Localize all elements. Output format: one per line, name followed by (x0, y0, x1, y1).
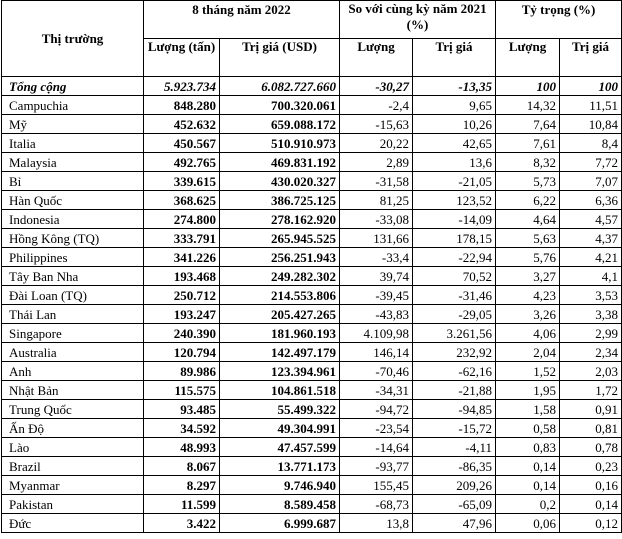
value-change-cell: -21,88 (413, 381, 496, 400)
market-name: Singapore (2, 324, 144, 343)
total-volume-share: 100 (496, 77, 560, 96)
value-share-cell: 4,1 (560, 267, 622, 286)
value-share-cell: 0,91 (560, 400, 622, 419)
value-cell: 13.771.173 (220, 457, 340, 476)
volume-cell: 240.390 (144, 324, 220, 343)
volume-share-cell: 1,52 (496, 362, 560, 381)
value-cell: 249.282.302 (220, 267, 340, 286)
header-market: Thị trường (2, 1, 144, 77)
volume-change-cell: -15,63 (340, 115, 413, 134)
value-share-cell: 8,4 (560, 134, 622, 153)
volume-share-cell: 3,26 (496, 305, 560, 324)
value-change-cell: 9,65 (413, 96, 496, 115)
volume-cell: 34.592 (144, 419, 220, 438)
market-name: Nhật Bản (2, 381, 144, 400)
value-change-cell: -62,16 (413, 362, 496, 381)
value-cell: 55.499.322 (220, 400, 340, 419)
volume-change-cell: 81,25 (340, 191, 413, 210)
table-row (2, 191, 622, 210)
volume-change-cell: -43,83 (340, 305, 413, 324)
volume-share-cell: 0,14 (496, 476, 560, 495)
volume-share-cell: 0,14 (496, 457, 560, 476)
value-share-cell: 11,51 (560, 96, 622, 115)
volume-cell: 450.567 (144, 134, 220, 153)
value-change-cell: -94,85 (413, 400, 496, 419)
volume-change-cell: -31,58 (340, 172, 413, 191)
market-name: Tây Ban Nha (2, 267, 144, 286)
market-name: Campuchia (2, 96, 144, 115)
value-change-cell: 232,92 (413, 343, 496, 362)
value-share-cell: 2,03 (560, 362, 622, 381)
table-row (2, 381, 622, 400)
value-change-cell: -22,94 (413, 248, 496, 267)
value-change-cell: 10,26 (413, 115, 496, 134)
market-name: Đài Loan (TQ) (2, 286, 144, 305)
value-change-cell: -29,05 (413, 305, 496, 324)
value-cell: 265.945.525 (220, 229, 340, 248)
table-row (2, 229, 622, 248)
value-change-cell: 13,6 (413, 153, 496, 172)
volume-cell: 89.986 (144, 362, 220, 381)
value-cell: 205.427.265 (220, 305, 340, 324)
value-cell: 510.910.973 (220, 134, 340, 153)
value-cell: 181.960.193 (220, 324, 340, 343)
value-cell: 214.553.806 (220, 286, 340, 305)
total-volume: 5.923.734 (144, 77, 220, 96)
volume-change-cell: -94,72 (340, 400, 413, 419)
header-period: 8 tháng năm 2022 (144, 1, 340, 39)
value-share-cell: 0,81 (560, 419, 622, 438)
market-name: Pakistan (2, 495, 144, 514)
volume-cell: 274.800 (144, 210, 220, 229)
volume-change-cell: -33,4 (340, 248, 413, 267)
header-value-share: Trị giá (560, 39, 622, 77)
value-cell: 469.831.192 (220, 153, 340, 172)
volume-change-cell: 4.109,98 (340, 324, 413, 343)
volume-cell: 193.468 (144, 267, 220, 286)
volume-change-cell: 146,14 (340, 343, 413, 362)
table-row (2, 210, 622, 229)
table-row (2, 172, 622, 191)
header-compare: So với cùng kỳ năm 2021 (%) (340, 1, 496, 39)
volume-cell: 120.794 (144, 343, 220, 362)
market-name: Trung Quốc (2, 400, 144, 419)
table-row (2, 248, 622, 267)
market-name: Australia (2, 343, 144, 362)
value-share-cell: 10,84 (560, 115, 622, 134)
header-value-usd: Trị giá (USD) (220, 39, 340, 77)
volume-change-cell: 2,89 (340, 153, 413, 172)
volume-cell: 250.712 (144, 286, 220, 305)
table-body (2, 77, 622, 533)
table-row (2, 419, 622, 438)
volume-share-cell: 4,06 (496, 324, 560, 343)
volume-cell: 341.226 (144, 248, 220, 267)
total-row (2, 77, 622, 96)
market-name: Indonesia (2, 210, 144, 229)
volume-share-cell: 7,64 (496, 115, 560, 134)
volume-share-cell: 0,83 (496, 438, 560, 457)
value-cell: 49.304.991 (220, 419, 340, 438)
volume-share-cell: 2,04 (496, 343, 560, 362)
volume-cell: 8.067 (144, 457, 220, 476)
value-change-cell: 42,65 (413, 134, 496, 153)
table-row (2, 476, 622, 495)
market-name: Anh (2, 362, 144, 381)
value-cell: 659.088.172 (220, 115, 340, 134)
value-cell: 47.457.599 (220, 438, 340, 457)
total-volume-change: -30,27 (340, 77, 413, 96)
volume-change-cell: -34,31 (340, 381, 413, 400)
volume-change-cell: 155,45 (340, 476, 413, 495)
market-name: Italia (2, 134, 144, 153)
volume-change-cell: -68,73 (340, 495, 413, 514)
value-share-cell: 2,34 (560, 343, 622, 362)
volume-cell: 333.791 (144, 229, 220, 248)
value-cell: 123.394.961 (220, 362, 340, 381)
market-name: Myanmar (2, 476, 144, 495)
value-change-cell: 47,96 (413, 514, 496, 533)
market-name: Bỉ (2, 172, 144, 191)
value-cell: 256.251.943 (220, 248, 340, 267)
volume-change-cell: -93,77 (340, 457, 413, 476)
value-change-cell: -86,35 (413, 457, 496, 476)
market-name: Ấn Độ (2, 419, 144, 438)
table-row (2, 362, 622, 381)
market-name: Hàn Quốc (2, 191, 144, 210)
market-name: Thái Lan (2, 305, 144, 324)
volume-share-cell: 4,23 (496, 286, 560, 305)
total-value-change: -13,35 (413, 77, 496, 96)
value-change-cell: -15,72 (413, 419, 496, 438)
market-name: Lào (2, 438, 144, 457)
volume-cell: 339.615 (144, 172, 220, 191)
volume-cell: 848.280 (144, 96, 220, 115)
value-change-cell: -65,09 (413, 495, 496, 514)
volume-cell: 115.575 (144, 381, 220, 400)
value-share-cell: 0,14 (560, 495, 622, 514)
value-share-cell: 3,53 (560, 286, 622, 305)
volume-share-cell: 0,2 (496, 495, 560, 514)
value-share-cell: 3,38 (560, 305, 622, 324)
volume-share-cell: 8,32 (496, 153, 560, 172)
table-row (2, 267, 622, 286)
volume-share-cell: 5,76 (496, 248, 560, 267)
value-change-cell: 70,52 (413, 267, 496, 286)
total-value: 6.082.727.660 (220, 77, 340, 96)
volume-cell: 48.993 (144, 438, 220, 457)
value-share-cell: 7,07 (560, 172, 622, 191)
table-row (2, 115, 622, 134)
value-share-cell: 0,16 (560, 476, 622, 495)
volume-share-cell: 0,06 (496, 514, 560, 533)
volume-cell: 193.247 (144, 305, 220, 324)
volume-change-cell: 20,22 (340, 134, 413, 153)
table-row (2, 438, 622, 457)
volume-change-cell: 13,8 (340, 514, 413, 533)
table-row (2, 134, 622, 153)
volume-share-cell: 7,61 (496, 134, 560, 153)
table-row (2, 96, 622, 115)
table-row (2, 343, 622, 362)
header-volume-change: Lượng (340, 39, 413, 77)
table-row (2, 495, 622, 514)
header-volume-share: Lượng (496, 39, 560, 77)
header-value-change: Trị giá (413, 39, 496, 77)
value-change-cell: 209,26 (413, 476, 496, 495)
value-change-cell: -4,11 (413, 438, 496, 457)
volume-share-cell: 4,64 (496, 210, 560, 229)
market-name: Philippines (2, 248, 144, 267)
volume-cell: 3.422 (144, 514, 220, 533)
value-cell: 142.497.179 (220, 343, 340, 362)
volume-cell: 93.485 (144, 400, 220, 419)
volume-cell: 11.599 (144, 495, 220, 514)
volume-cell: 8.297 (144, 476, 220, 495)
market-name: Đức (2, 514, 144, 533)
volume-share-cell: 1,95 (496, 381, 560, 400)
volume-change-cell: -2,4 (340, 96, 413, 115)
value-change-cell: 178,15 (413, 229, 496, 248)
volume-change-cell: -33,08 (340, 210, 413, 229)
volume-share-cell: 5,73 (496, 172, 560, 191)
value-cell: 104.861.518 (220, 381, 340, 400)
market-name: Malaysia (2, 153, 144, 172)
table-row (2, 153, 622, 172)
value-change-cell: -31,46 (413, 286, 496, 305)
value-cell: 278.162.920 (220, 210, 340, 229)
value-cell: 9.746.940 (220, 476, 340, 495)
total-value-share: 100 (560, 77, 622, 96)
value-share-cell: 7,72 (560, 153, 622, 172)
value-share-cell: 2,99 (560, 324, 622, 343)
value-share-cell: 0,23 (560, 457, 622, 476)
volume-share-cell: 14,32 (496, 96, 560, 115)
value-cell: 700.320.061 (220, 96, 340, 115)
export-market-table (1, 0, 622, 533)
volume-change-cell: -23,54 (340, 419, 413, 438)
value-cell: 430.020.327 (220, 172, 340, 191)
value-share-cell: 6,36 (560, 191, 622, 210)
total-name: Tổng cộng (2, 77, 144, 96)
volume-share-cell: 0,58 (496, 419, 560, 438)
volume-change-cell: -39,45 (340, 286, 413, 305)
volume-share-cell: 3,27 (496, 267, 560, 286)
table-row (2, 514, 622, 533)
volume-share-cell: 1,58 (496, 400, 560, 419)
value-share-cell: 4,57 (560, 210, 622, 229)
table-row (2, 305, 622, 324)
volume-share-cell: 6,22 (496, 191, 560, 210)
volume-change-cell: 131,66 (340, 229, 413, 248)
volume-cell: 452.632 (144, 115, 220, 134)
value-cell: 8.589.458 (220, 495, 340, 514)
value-change-cell: 3.261,56 (413, 324, 496, 343)
volume-share-cell: 5,63 (496, 229, 560, 248)
header-row-1 (2, 1, 622, 39)
volume-change-cell: -70,46 (340, 362, 413, 381)
table-row (2, 400, 622, 419)
volume-change-cell: -14,64 (340, 438, 413, 457)
volume-cell: 492.765 (144, 153, 220, 172)
value-change-cell: -14,09 (413, 210, 496, 229)
market-name: Brazil (2, 457, 144, 476)
value-share-cell: 0,78 (560, 438, 622, 457)
table-row (2, 324, 622, 343)
value-cell: 386.725.125 (220, 191, 340, 210)
volume-change-cell: 39,74 (340, 267, 413, 286)
value-share-cell: 4,21 (560, 248, 622, 267)
value-share-cell: 4,37 (560, 229, 622, 248)
header-volume-tonnes: Lượng (tấn) (144, 39, 220, 77)
market-name: Hồng Kông (TQ) (2, 229, 144, 248)
header-share: Tỷ trọng (%) (496, 1, 622, 39)
volume-cell: 368.625 (144, 191, 220, 210)
value-change-cell: -21,05 (413, 172, 496, 191)
value-share-cell: 0,12 (560, 514, 622, 533)
value-cell: 6.999.687 (220, 514, 340, 533)
value-change-cell: 123,52 (413, 191, 496, 210)
table-row (2, 286, 622, 305)
value-share-cell: 1,72 (560, 381, 622, 400)
table-row (2, 457, 622, 476)
market-name: Mỹ (2, 115, 144, 134)
